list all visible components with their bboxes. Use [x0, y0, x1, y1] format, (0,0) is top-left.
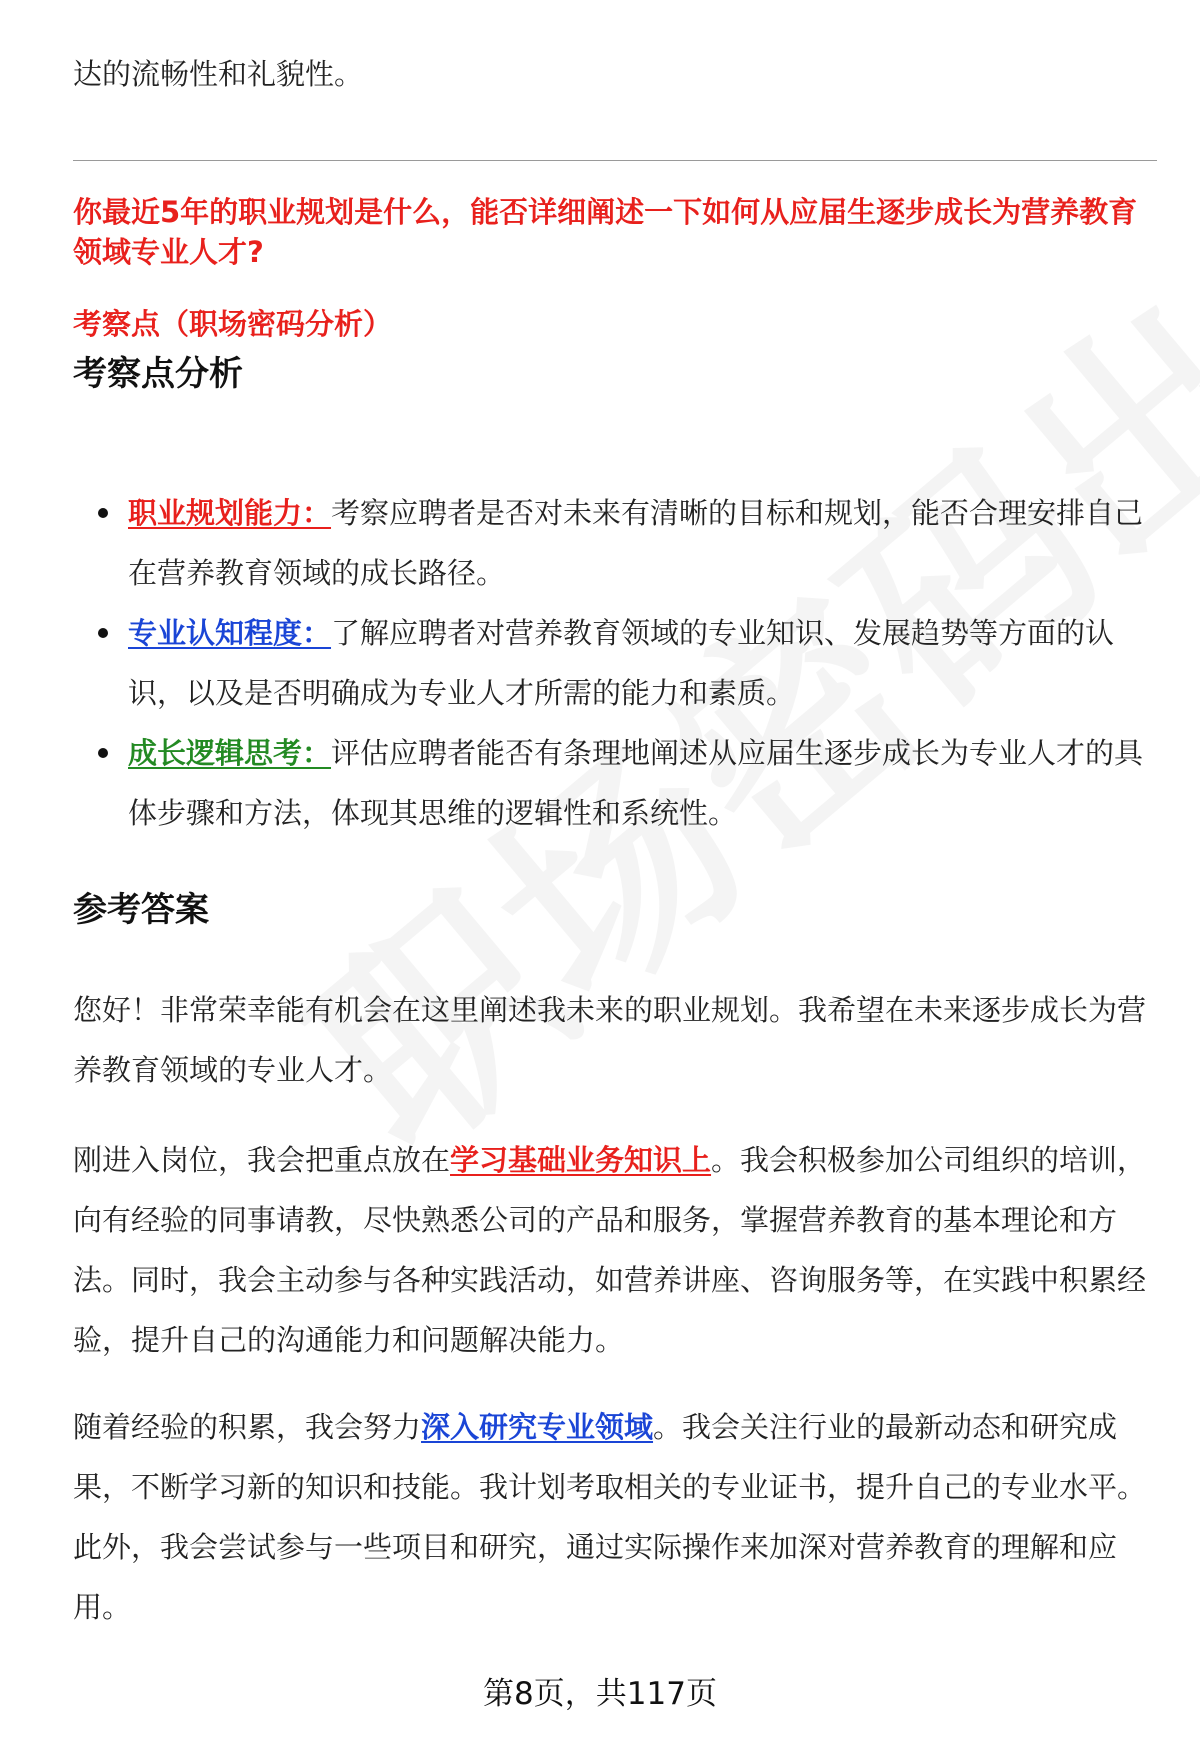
paragraph-keyword: 深入研究专业领域: [421, 1410, 654, 1444]
answer-paragraph-2: [73, 1130, 1153, 1370]
paragraph-text: 随着经验的积累，我会努力: [73, 1410, 422, 1444]
bullet-dot-icon: [98, 628, 108, 638]
analysis-tag: 考察点（职场密码分析）: [73, 307, 393, 341]
question-heading: 你最近5年的职业规划是什么，能否详细阐述一下如何从应届生逐步成长为营养教育领域专业人才?: [73, 195, 1138, 269]
analysis-bullet-list: [73, 483, 1163, 843]
answer-heading: 参考答案: [73, 890, 209, 930]
bullet-item: [73, 723, 1163, 843]
answer-paragraph-1: 您好！非常荣幸能有机会在这里阐述我未来的职业规划。我希望在未来逐步成长为营养教育领域的专业人才。: [73, 993, 1147, 1087]
bullet-keyword: 专业认知程度：: [128, 616, 332, 650]
bullet-text: 了解应聘者对营养教育领域的专业知识、发展趋势等方面的认识，以及是否明确成为专业人才所需的能力和素质。: [128, 616, 1115, 710]
bullet-keyword: 职业规划能力：: [128, 496, 332, 530]
bullet-keyword: 成长逻辑思考：: [128, 736, 332, 770]
analysis-heading: 考察点分析: [73, 354, 243, 394]
paragraph-keyword: 学习基础业务知识上: [450, 1143, 712, 1177]
bullet-dot-icon: [98, 748, 108, 758]
answer-paragraph-3: [73, 1397, 1153, 1637]
intro-tail-text: 达的流畅性和礼貌性。: [73, 57, 364, 91]
section-divider: [73, 160, 1157, 161]
bullet-text: 评估应聘者能否有条理地阐述从应届生逐步成长为专业人才的具体步骤和方法，体现其思维的逻辑性和系统性。: [128, 736, 1144, 830]
paragraph-text: 。我会关注行业的最新动态和研究成果，不断学习新的知识和技能。我计划考取相关的专业证书，提升自己的专业水平。此外，我会尝试参与一些项目和研究，通过实际操作来加深对营养教育的理解和应用。: [73, 1410, 1147, 1624]
bullet-item: [73, 603, 1163, 723]
bullet-text: 考察应聘者是否对未来有清晰的目标和规划，能否合理安排自己在营养教育领域的成长路径。: [128, 496, 1144, 590]
bullet-dot-icon: [98, 508, 108, 518]
paragraph-text: 。我会积极参加公司组织的培训，向有经验的同事请教，尽快熟悉公司的产品和服务，掌握营养教育的基本理论和方法。同时，我会主动参与各种实践活动，如营养讲座、咨询服务等，在实践中积累经验，提升自己的沟通能力和问题解决能力。: [73, 1143, 1147, 1357]
paragraph-text: 刚进入岗位，我会把重点放在: [73, 1143, 451, 1177]
page-number: 第8页，共117页: [483, 1676, 717, 1712]
bullet-item: [73, 483, 1163, 603]
